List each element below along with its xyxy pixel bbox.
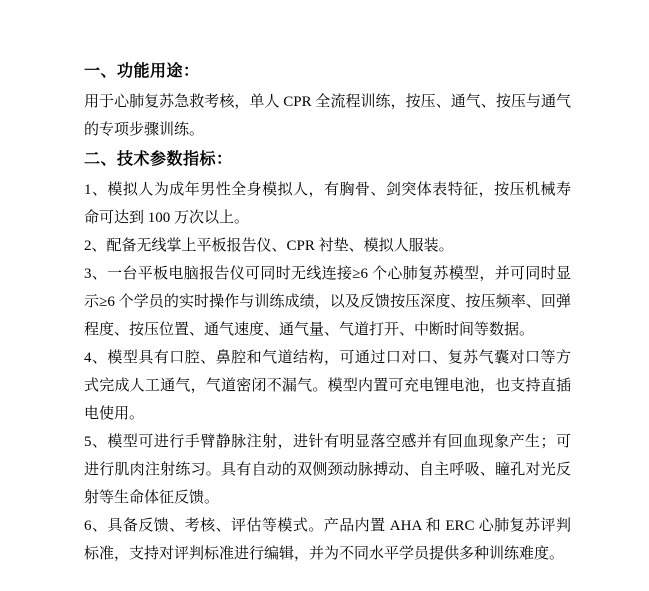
document-content [84, 56, 571, 568]
spec-item-6: 6、具备反馈、考核、评估等模式。产品内置 AHA 和 ERC 心肺复苏评判标准，支持对评判标准进行编辑，并为不同水平学员提供多种训练难度。 [84, 518, 571, 562]
spec-item-3: 3、一台平板电脑报告仪可同时无线连接≥6 个心肺复苏模型，并可同时显示≥6 个学员的实时操作与训练成绩，以及反馈按压深度、按压频率、回弹程度、按压位置、通气速度、通气量、气道打开、中断时间等数据。 [84, 266, 571, 338]
section-heading-technical-specs: 二、技术参数指标： [84, 151, 233, 168]
spec-item-4: 4、模型具有口腔、鼻腔和气道结构，可通过口对口、复苏气囊对口等方式完成人工通气，气道密闭不漏气。模型内置可充电锂电池，也支持直插电使用。 [84, 350, 571, 422]
spec-item-1: 1、模拟人为成年男性全身模拟人，有胸骨、剑突体表特征，按压机械寿命可达到 100 万次以上。 [84, 182, 571, 226]
paragraph-function-purpose: 用于心肺复苏急救考核，单人 CPR 全流程训练，按压、通气、按压与通气的专项步骤训练。 [84, 94, 571, 138]
spec-item-5: 5、模型可进行手臂静脉注射，进针有明显落空感并有回血现象产生；可进行肌肉注射练习。具有自动的双侧颈动脉搏动、自主呼吸、瞳孔对光反射等生命体征反馈。 [84, 434, 571, 506]
section-heading-function-purpose: 一、功能用途： [84, 63, 200, 80]
spec-item-2: 2、配备无线掌上平板报告仪、CPR 衬垫、模拟人服装。 [84, 238, 454, 254]
